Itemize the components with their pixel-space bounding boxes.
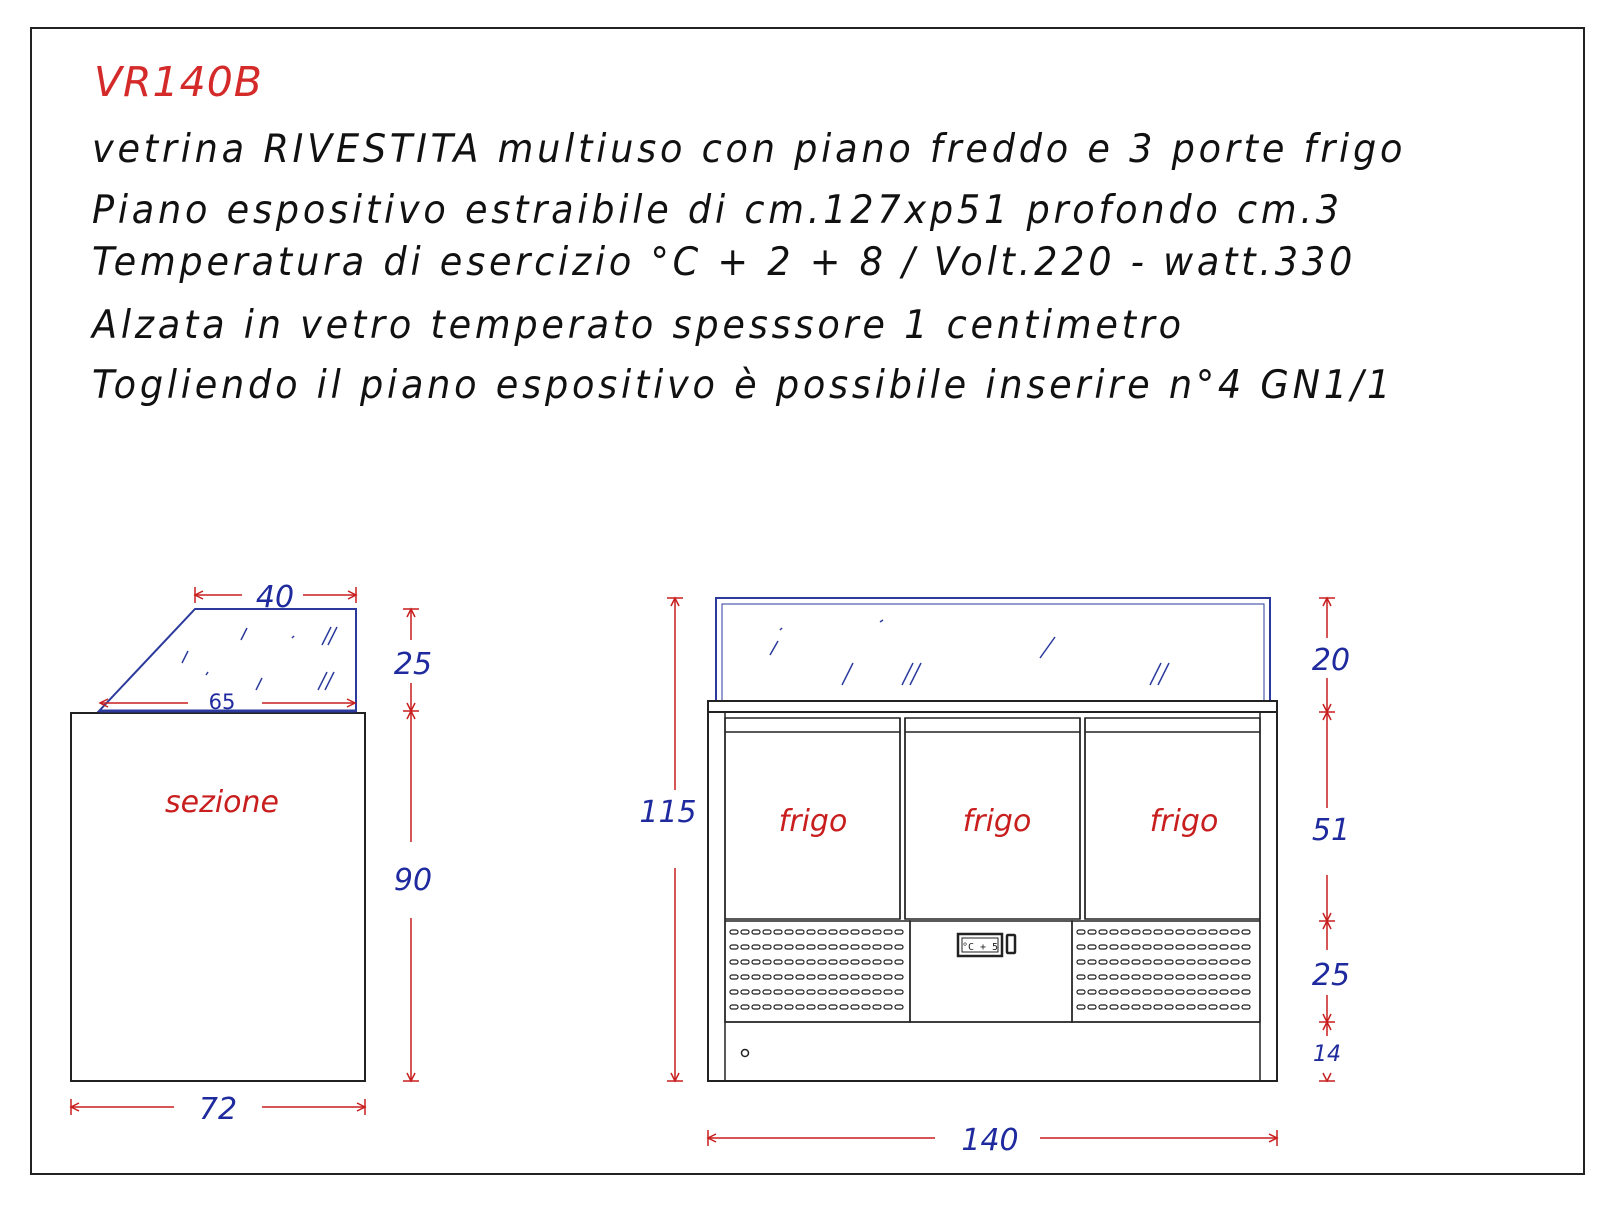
- section-view: [71, 580, 432, 1127]
- vent-slot: [818, 945, 826, 949]
- vent-slot: [774, 945, 782, 949]
- vent-slot: [752, 975, 760, 979]
- vent-slot: [1077, 945, 1085, 949]
- dim-glass-base-label: 65: [208, 690, 236, 714]
- vent-slot: [829, 930, 837, 934]
- dim-section-glass-height-label: 25: [393, 647, 433, 682]
- vent-slot: [1088, 960, 1096, 964]
- vent-slot: [1187, 975, 1195, 979]
- description-line-5: Togliendo il piano espositivo è possibile inserire n°4 GN1/1: [92, 363, 1395, 408]
- vent-slot: [1209, 990, 1217, 994]
- vent-slot: [1088, 930, 1096, 934]
- vent-slot: [807, 960, 815, 964]
- vent-slot: [730, 975, 738, 979]
- vent-slot: [1198, 930, 1206, 934]
- vent-slot: [785, 975, 793, 979]
- vent-slot: [796, 930, 804, 934]
- vent-slot: [1198, 990, 1206, 994]
- vent-slot: [895, 1005, 903, 1009]
- vent-slot: [1198, 960, 1206, 964]
- vent-slot: [862, 945, 870, 949]
- vent-slot: [1187, 930, 1195, 934]
- vent-slot: [1110, 990, 1118, 994]
- vent-slot: [1176, 975, 1184, 979]
- vent-slot: [829, 990, 837, 994]
- vent-slot: [741, 975, 749, 979]
- vent-slot: [1077, 975, 1085, 979]
- vent-slot: [895, 945, 903, 949]
- glass-reflection-marks: [182, 627, 337, 690]
- vent-slot: [807, 1005, 815, 1009]
- dim-base-height-label: 14: [1313, 1042, 1341, 1067]
- front-glass-reflections: [770, 620, 1169, 685]
- vent-slot: [1121, 975, 1129, 979]
- vent-slot: [840, 960, 848, 964]
- vent-slot: [1242, 975, 1250, 979]
- section-body: [71, 713, 365, 1081]
- vent-slot: [884, 990, 892, 994]
- vent-slot: [763, 1005, 771, 1009]
- vent-slot: [851, 1005, 859, 1009]
- vent-slot: [752, 960, 760, 964]
- vent-slot: [1187, 960, 1195, 964]
- door-label-right: frigo: [1149, 804, 1219, 839]
- description-line-4: Alzata in vetro temperato spesssore 1 centimetro: [92, 303, 1185, 348]
- model-title: VR140B: [94, 58, 263, 106]
- vent-slot: [774, 1005, 782, 1009]
- vent-slot: [752, 930, 760, 934]
- vent-slot: [1110, 945, 1118, 949]
- vent-slot: [796, 990, 804, 994]
- door-label-left: frigo: [778, 804, 848, 839]
- vent-slot: [829, 945, 837, 949]
- dim-front-width-label: 140: [961, 1123, 1019, 1158]
- vent-slot: [785, 930, 793, 934]
- vent-slot: [1132, 945, 1140, 949]
- vent-slot: [829, 975, 837, 979]
- vent-slot: [1121, 945, 1129, 949]
- vent-slot: [873, 960, 881, 964]
- vent-slot: [796, 975, 804, 979]
- vent-slot: [1165, 1005, 1173, 1009]
- vent-slot: [1099, 1005, 1107, 1009]
- vent-slot: [730, 960, 738, 964]
- vent-slot: [895, 975, 903, 979]
- vent-slot: [730, 945, 738, 949]
- vent-slot: [752, 1005, 760, 1009]
- vent-slot: [741, 930, 749, 934]
- vent-slot: [851, 930, 859, 934]
- vent-slot: [1242, 1005, 1250, 1009]
- vent-slot: [818, 960, 826, 964]
- vent-slot: [752, 945, 760, 949]
- vent-slot: [807, 930, 815, 934]
- vent-slot: [1220, 930, 1228, 934]
- vent-slot: [895, 990, 903, 994]
- vent-slot: [1187, 990, 1195, 994]
- vent-slot: [1176, 945, 1184, 949]
- vent-slot: [1231, 960, 1239, 964]
- vent-slot: [1143, 945, 1151, 949]
- vent-slot: [763, 960, 771, 964]
- vent-slot: [796, 960, 804, 964]
- vent-slot: [873, 930, 881, 934]
- vent-slot: [785, 990, 793, 994]
- vent-slot: [1209, 975, 1217, 979]
- dim-total-height-label: 115: [639, 795, 697, 830]
- vent-slot: [895, 960, 903, 964]
- vent-slot: [1099, 930, 1107, 934]
- vent-slot: [785, 960, 793, 964]
- vent-slot: [884, 945, 892, 949]
- vent-slot: [1165, 990, 1173, 994]
- vent-slot: [862, 990, 870, 994]
- vent-slot: [818, 930, 826, 934]
- vent-slot: [1132, 1005, 1140, 1009]
- vent-slot: [873, 975, 881, 979]
- vent-slot: [1220, 975, 1228, 979]
- vent-slot: [873, 1005, 881, 1009]
- dim-top-width-label: 40: [255, 580, 295, 615]
- vent-slot: [1099, 945, 1107, 949]
- vent-slot: [840, 990, 848, 994]
- vent-slot: [1176, 930, 1184, 934]
- vent-slot: [1110, 960, 1118, 964]
- vent-slot: [741, 1005, 749, 1009]
- vent-slot: [1187, 1005, 1195, 1009]
- vent-slot: [774, 960, 782, 964]
- description-line-1: vetrina RIVESTITA multiuso con piano freddo e 3 porte frigo: [92, 127, 1407, 172]
- vent-slot: [1110, 930, 1118, 934]
- vent-slot: [818, 990, 826, 994]
- vent-slot: [1242, 960, 1250, 964]
- vent-slot: [1220, 1005, 1228, 1009]
- vent-slot: [807, 990, 815, 994]
- vent-slot: [785, 1005, 793, 1009]
- vent-slot: [1165, 960, 1173, 964]
- vent-slot: [763, 930, 771, 934]
- vent-slot: [818, 975, 826, 979]
- vent-slot: [1132, 990, 1140, 994]
- front-glass-riser: [716, 598, 1270, 701]
- vent-slot: [807, 945, 815, 949]
- vent-slot: [1110, 1005, 1118, 1009]
- vent-slot: [741, 990, 749, 994]
- vent-slot: [752, 990, 760, 994]
- description-line-3: Temperatura di esercizio °C + 2 + 8 / Volt.220 - watt.330: [92, 240, 1357, 285]
- vent-slot: [1154, 1005, 1162, 1009]
- vent-slot: [1088, 990, 1096, 994]
- dim-section-body-height-label: 90: [393, 863, 433, 898]
- vent-slot: [763, 945, 771, 949]
- vent-slot: [1165, 930, 1173, 934]
- door-label-center: frigo: [962, 804, 1032, 839]
- vent-slot: [763, 975, 771, 979]
- vent-slot: [1231, 945, 1239, 949]
- vent-slot: [1198, 975, 1206, 979]
- vent-slot: [1242, 930, 1250, 934]
- vent-slot: [1165, 945, 1173, 949]
- vent-slot: [1077, 960, 1085, 964]
- vent-slot: [730, 930, 738, 934]
- vent-slot: [1165, 975, 1173, 979]
- controller-display-readout: °C + 5: [961, 942, 999, 953]
- dim-door-height-label: 51: [1311, 813, 1351, 848]
- vent-slot: [774, 990, 782, 994]
- vent-slot: [851, 975, 859, 979]
- vent-slot: [1176, 960, 1184, 964]
- vent-slot: [840, 930, 848, 934]
- vent-slot: [730, 1005, 738, 1009]
- vent-slot: [884, 1005, 892, 1009]
- vent-slot: [1198, 945, 1206, 949]
- vent-slot: [1220, 945, 1228, 949]
- vent-slot: [1154, 990, 1162, 994]
- vent-slot: [1198, 1005, 1206, 1009]
- vent-slot: [1077, 1005, 1085, 1009]
- dim-total-height: [667, 598, 683, 1081]
- vent-slot: [862, 975, 870, 979]
- vent-slot: [1220, 990, 1228, 994]
- vent-slot: [829, 1005, 837, 1009]
- vent-slot: [741, 945, 749, 949]
- vent-slot: [1143, 1005, 1151, 1009]
- vent-slot: [818, 1005, 826, 1009]
- vent-slot: [1209, 960, 1217, 964]
- vent-slot: [829, 960, 837, 964]
- front-body: [708, 712, 1277, 1081]
- vent-slot: [1143, 930, 1151, 934]
- vent-slot: [796, 1005, 804, 1009]
- vent-slot: [1143, 960, 1151, 964]
- vent-slot: [884, 930, 892, 934]
- vent-slot: [840, 1005, 848, 1009]
- vent-slot: [1088, 975, 1096, 979]
- power-switch: [1007, 935, 1015, 953]
- dim-depth-label: 72: [198, 1092, 238, 1127]
- vent-slot: [1231, 1005, 1239, 1009]
- vent-slot: [1077, 990, 1085, 994]
- dim-front-glass-height-label: 20: [1311, 643, 1351, 678]
- vent-slot: [1088, 1005, 1096, 1009]
- vent-slot: [884, 960, 892, 964]
- vent-slot: [862, 960, 870, 964]
- vent-slot: [1209, 930, 1217, 934]
- vent-slot: [1132, 975, 1140, 979]
- vent-slot: [1154, 960, 1162, 964]
- vent-slot: [1099, 975, 1107, 979]
- description-line-2: Piano espositivo estraibile di cm.127xp51 profondo cm.3: [92, 188, 1343, 233]
- vent-slot: [1088, 945, 1096, 949]
- vent-slot: [1242, 945, 1250, 949]
- front-vent-area: [725, 921, 1260, 1022]
- vent-slot: [1099, 960, 1107, 964]
- vent-slot: [1132, 930, 1140, 934]
- vent-slot: [1121, 960, 1129, 964]
- vent-slot: [1209, 1005, 1217, 1009]
- vent-slot: [1176, 1005, 1184, 1009]
- vent-slot: [862, 930, 870, 934]
- dim-vent-height-label: 25: [1311, 958, 1351, 993]
- vent-slot: [1242, 990, 1250, 994]
- vent-slot: [741, 960, 749, 964]
- vent-slot: [851, 945, 859, 949]
- vent-slot: [873, 945, 881, 949]
- vent-slot: [1154, 975, 1162, 979]
- vent-slot: [774, 930, 782, 934]
- vent-slot: [1121, 930, 1129, 934]
- vent-slot: [785, 945, 793, 949]
- vent-slot: [1231, 930, 1239, 934]
- vent-slot: [851, 990, 859, 994]
- vent-slot: [1176, 990, 1184, 994]
- vent-slot: [1209, 945, 1217, 949]
- vent-slot: [763, 990, 771, 994]
- vent-slot: [1154, 945, 1162, 949]
- vent-slot: [1187, 945, 1195, 949]
- vent-slot: [774, 975, 782, 979]
- vent-slot: [873, 990, 881, 994]
- vent-slot: [1110, 975, 1118, 979]
- vent-grille-right: [1077, 930, 1250, 1009]
- vent-slot: [1121, 1005, 1129, 1009]
- vent-slot: [840, 975, 848, 979]
- vent-slot: [1099, 990, 1107, 994]
- vent-grille-left: [730, 930, 903, 1009]
- vent-slot: [1231, 990, 1239, 994]
- vent-slot: [895, 930, 903, 934]
- vent-slot: [840, 945, 848, 949]
- vent-slot: [1220, 960, 1228, 964]
- vent-slot: [796, 945, 804, 949]
- vent-slot: [1121, 990, 1129, 994]
- base-lock-icon: [742, 1050, 749, 1057]
- vent-slot: [862, 1005, 870, 1009]
- vent-slot: [1231, 975, 1239, 979]
- vent-slot: [1143, 975, 1151, 979]
- vent-slot: [1143, 990, 1151, 994]
- front-top-slab: [708, 701, 1277, 712]
- vent-slot: [1077, 930, 1085, 934]
- vent-slot: [807, 975, 815, 979]
- vent-slot: [1154, 930, 1162, 934]
- vent-slot: [1132, 960, 1140, 964]
- vent-slot: [884, 975, 892, 979]
- front-view: [639, 598, 1350, 1158]
- vent-slot: [730, 990, 738, 994]
- vent-slot: [851, 960, 859, 964]
- section-label: sezione: [165, 785, 279, 820]
